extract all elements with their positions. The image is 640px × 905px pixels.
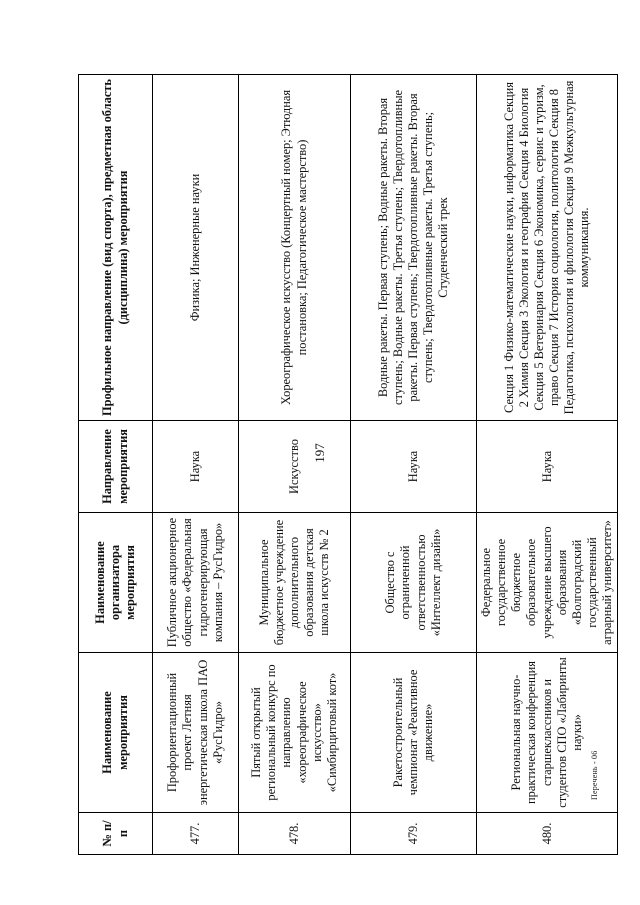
row-profile: Хореографическое искусство (Концертный номер; Этюдная постановка; Педагогическое мастерство) [239, 75, 351, 421]
table-row [477, 75, 618, 855]
row-num: 479. [351, 813, 477, 855]
row-profile: Физика; Инженерные науки [153, 75, 239, 421]
events-table-container [78, 75, 614, 855]
header-profile: Профильное направление (вид спорта), предметная область (дисциплина) мероприятия [79, 75, 153, 421]
row-profile: Секция 1 Физико-математические науки, информатика Секция 2 Химия Секция 3 Экология и география Секция 4 Биология Секция 5 Ветеринария Секция 6 Экономика, сервис и туризм, право Секция 7 История социология, политология Секция 8 Педагогика, психология и филология Секция 9 Межкультурная коммуникация. [477, 75, 618, 421]
row-org: Муниципальное бюджетное учреждение дополнительного образования детская школа искусств № 2 [239, 513, 351, 653]
row-num: 477. [153, 813, 239, 855]
row-direction: Наука [153, 421, 239, 513]
row-org: Публичное акционерное общество «Федеральная гидрогенерирующая компания – РусГидро» [153, 513, 239, 653]
row-num: 478. [239, 813, 351, 855]
events-table [78, 74, 618, 855]
row-profile: Водные ракеты. Первая ступень; Водные ракеты. Вторая ступень; Водные ракеты. Третья ступень; Твердотопливные ракеты. Первая ступень; Твердотопливные ракеты. Вторая ступень; Твердотопливные ракеты. Третья ступень; Студенческий трек [351, 75, 477, 421]
row-name: Пятый открытый региональный конкурс по направлению «хореографическое искусство» «Симбирцитовый кот» [239, 653, 351, 813]
row-org: Федеральное государственное бюджетное образовательное учреждение высшего образования «Волгоградский государственный аграрный университет» [477, 513, 618, 653]
row-direction: Искусство [239, 421, 351, 513]
row-direction: Наука [477, 421, 618, 513]
row-direction: Наука [351, 421, 477, 513]
header-name: Наименование мероприятия [79, 653, 153, 813]
header-num: № п/п [79, 813, 153, 855]
table-row [153, 75, 239, 855]
page-number: 197 [312, 443, 327, 463]
table-header-row [79, 75, 153, 855]
row-num: 480. [477, 813, 618, 855]
table-row [351, 75, 477, 855]
header-org: Наименование организатора мероприятия [79, 513, 153, 653]
row-name: Ракетостроительный чемпионат «Реактивное движение» [351, 653, 477, 813]
header-direction: Направление мероприятия [79, 421, 153, 513]
row-name: Региональная научно-практическая конференция старшеклассников и студентов СПО «Лабиринты науки» [477, 653, 618, 813]
row-name: Профориентационный проект Летняя энергетическая школа ПАО «РусГидро» [153, 653, 239, 813]
footer-label: Перечень - 06 [590, 750, 599, 800]
table-row [239, 75, 351, 855]
row-org: Общество с ограниченной ответственностью «Интеллект дизайн» [351, 513, 477, 653]
